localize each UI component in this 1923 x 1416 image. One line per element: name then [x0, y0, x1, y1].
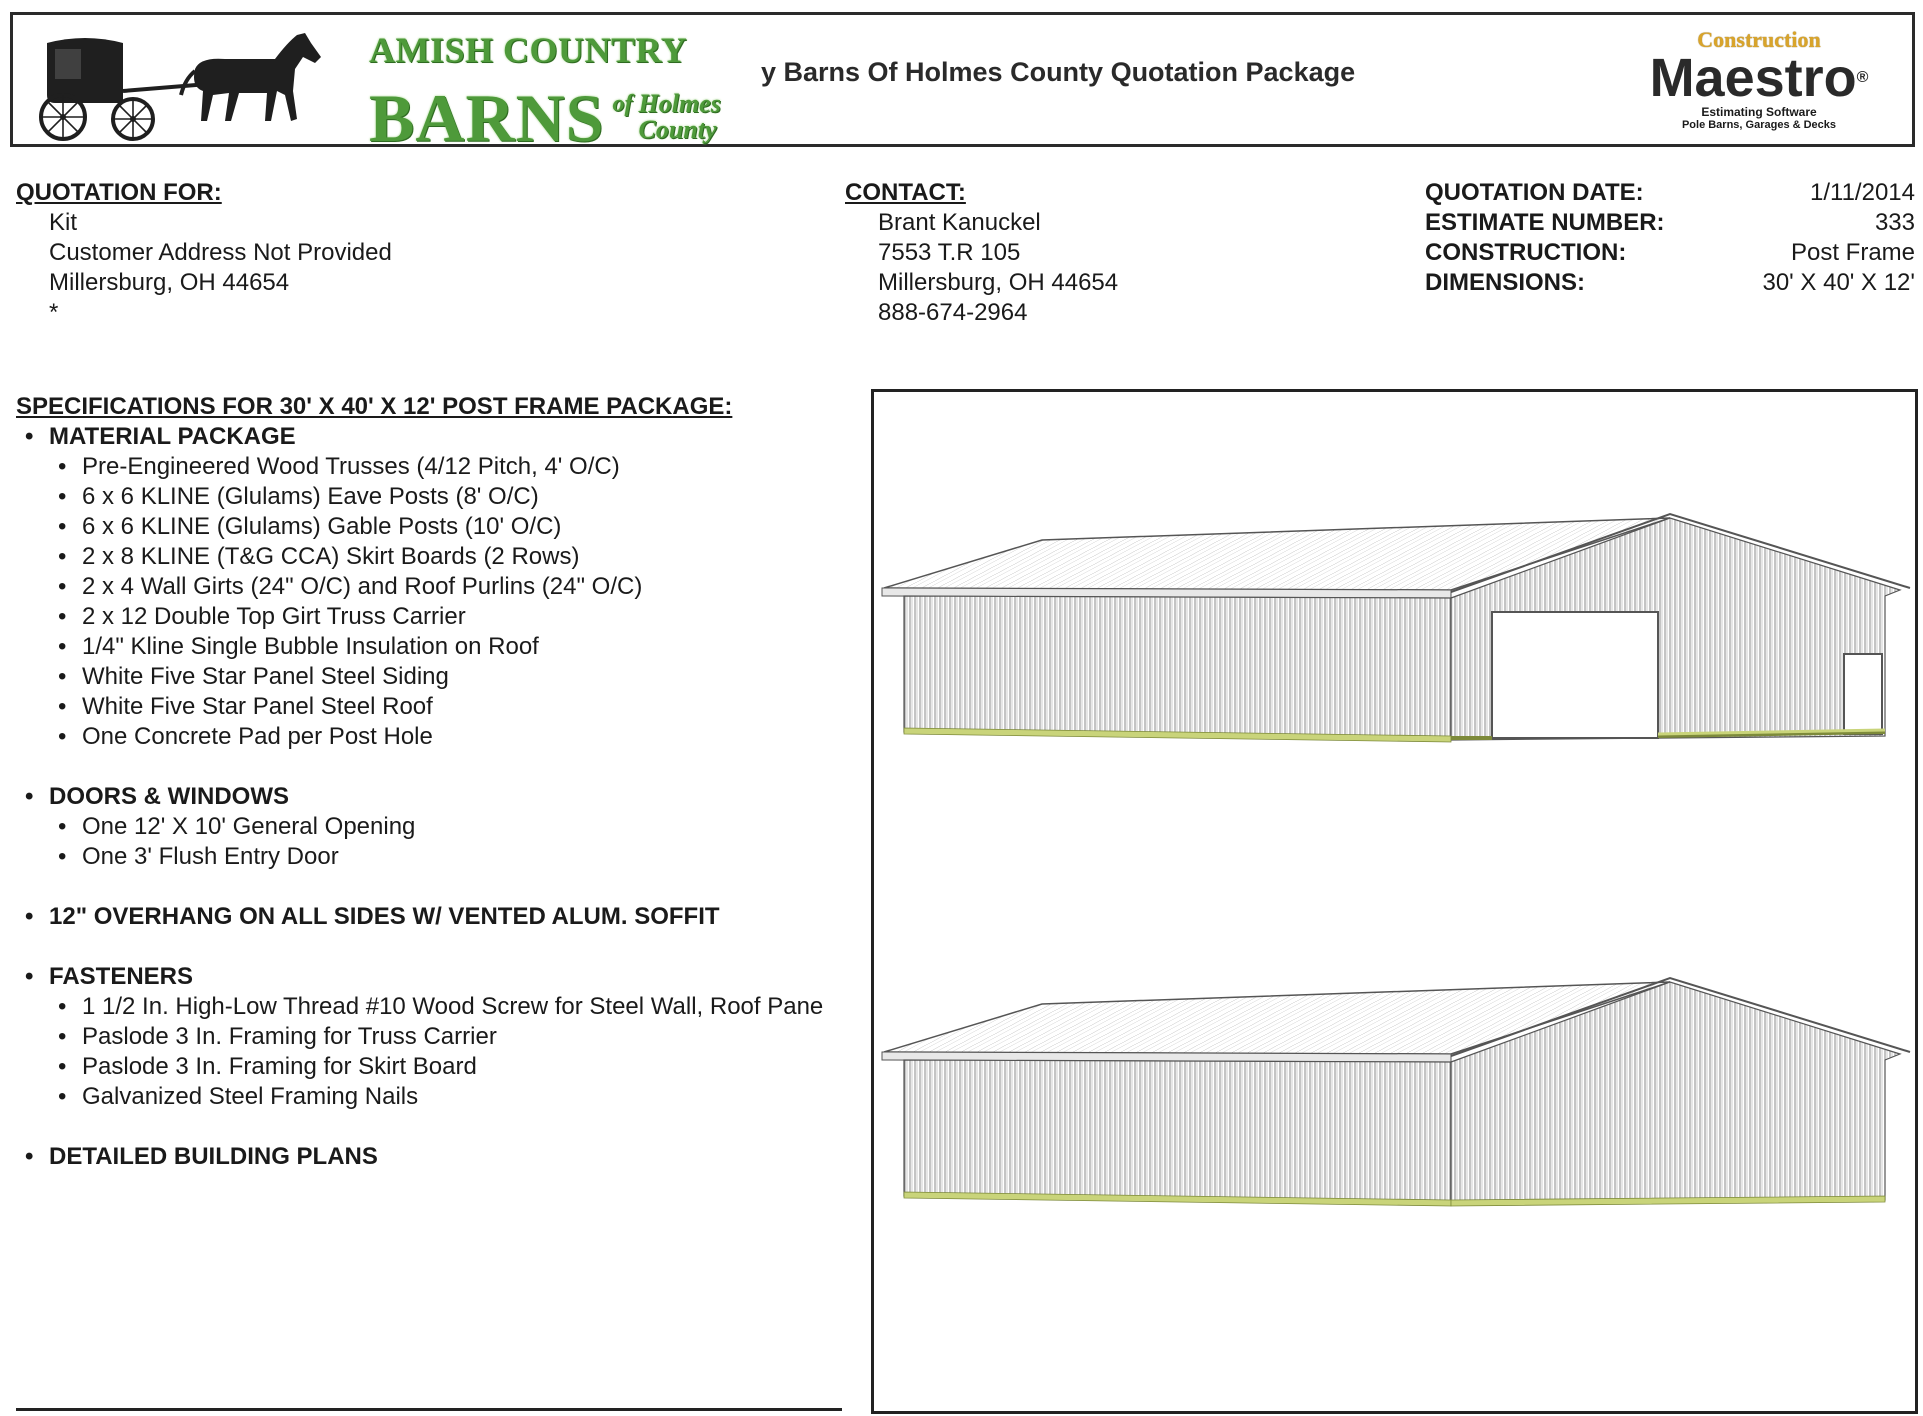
logo-line-amish-country: AMISH COUNTRY — [369, 30, 688, 70]
logo-holmes: Holmes — [638, 89, 721, 118]
spec-section-doors-windows — [16, 782, 846, 872]
brand-tagline: Pole Barns, Garages & Decks — [1681, 119, 1837, 131]
spec-item: • 6 x 6 KLINE (Glulams) Gable Posts (10' O/C) — [16, 512, 846, 542]
section-title: • MATERIAL PACKAGE — [16, 422, 846, 452]
meta-label: DIMENSIONS: — [1425, 269, 1586, 296]
spec-item: • 1 1/2 In. High-Low Thread #10 Wood Screw for Steel Wall, Roof Pane — [16, 992, 846, 1022]
logo-county: County — [638, 115, 717, 144]
meta-label: ESTIMATE NUMBER: — [1425, 209, 1665, 236]
header-banner — [10, 12, 1915, 156]
meta-label: QUOTATION DATE: — [1425, 179, 1644, 206]
spec-item: • One Concrete Pad per Post Hole — [16, 722, 846, 752]
logo-of: of — [612, 91, 633, 117]
meta-value: 30' X 40' X 12' — [1762, 269, 1915, 296]
spec-item: • 2 x 12 Double Top Girt Truss Carrier — [16, 602, 846, 632]
customer-line: Millersburg, OH 44654 — [49, 269, 290, 296]
contact-line: Brant Kanuckel — [878, 209, 1041, 236]
contact-phone: 888-674-2964 — [878, 299, 1028, 326]
spec-section-plans — [16, 1142, 846, 1172]
brand-subtitle: Estimating Software — [1701, 105, 1817, 119]
brand-registered: ® — [1856, 69, 1869, 86]
customer-line: * — [49, 299, 59, 326]
specifications — [16, 392, 846, 1172]
spec-item: • 6 x 6 KLINE (Glulams) Eave Posts (8' O/C) — [16, 482, 846, 512]
spec-item: • Paslode 3 In. Framing for Skirt Board — [16, 1052, 846, 1082]
spec-item: • 2 x 4 Wall Girts (24" O/C) and Roof Purlins (24" O/C) — [16, 572, 846, 602]
section-title: • DOORS & WINDOWS — [16, 782, 846, 812]
section-title: • DETAILED BUILDING PLANS — [16, 1142, 846, 1172]
document-title: y Barns Of Holmes County Quotation Package — [761, 57, 1356, 87]
contact-line: Millersburg, OH 44654 — [878, 269, 1119, 296]
customer-line: Customer Address Not Provided — [49, 239, 392, 266]
meta-value: Post Frame — [1790, 239, 1915, 266]
spec-section-material — [16, 422, 846, 752]
building-view-rear — [882, 978, 1910, 1206]
meta-row-construction — [1425, 238, 1915, 268]
meta-row-estimate — [1425, 208, 1915, 238]
meta-label: CONSTRUCTION: — [1425, 239, 1627, 266]
spec-item: • Galvanized Steel Framing Nails — [16, 1082, 846, 1112]
spec-item: • One 12' X 10' General Opening — [16, 812, 846, 842]
meta-row-date — [1425, 178, 1915, 208]
customer-line: Kit — [49, 209, 78, 236]
footer-rule — [16, 1408, 842, 1411]
brand-construction: Construction — [1697, 27, 1821, 52]
contact-block — [845, 178, 1118, 328]
company-logo — [369, 30, 721, 156]
maestro-logo — [1644, 29, 1874, 131]
meta-value: 333 — [1874, 209, 1915, 236]
contact-heading: CONTACT: — [845, 179, 966, 206]
buggy-horse-icon — [25, 29, 345, 141]
quote-meta-block — [1425, 178, 1915, 298]
spec-item: • White Five Star Panel Steel Roof — [16, 692, 846, 722]
section-title: • FASTENERS — [16, 962, 846, 992]
spec-item: • Paslode 3 In. Framing for Truss Carrier — [16, 1022, 846, 1052]
spec-section-overhang — [16, 902, 846, 932]
spec-item: • White Five Star Panel Steel Siding — [16, 662, 846, 692]
spec-item: • Pre-Engineered Wood Trusses (4/12 Pitch, 4' O/C) — [16, 452, 846, 482]
brand-name: Maestro — [1649, 48, 1857, 108]
spec-item: • 2 x 8 KLINE (T&G CCA) Skirt Boards (2 Rows) — [16, 542, 846, 572]
contact-line: 7553 T.R 105 — [878, 239, 1021, 266]
logo-barns: BARNS — [369, 80, 605, 156]
spec-item: • One 3' Flush Entry Door — [16, 842, 846, 872]
section-title: • 12" OVERHANG ON ALL SIDES W/ VENTED ALUM. SOFFIT — [16, 902, 846, 932]
quotation-for-block — [16, 178, 392, 328]
spec-section-fasteners — [16, 962, 846, 1112]
spec-item: • 1/4" Kline Single Bubble Insulation on Roof — [16, 632, 846, 662]
building-renderings — [874, 392, 1915, 1411]
building-drawing-frame — [871, 389, 1918, 1414]
building-view-front — [882, 514, 1910, 742]
quotation-for-heading: QUOTATION FOR: — [16, 179, 222, 206]
meta-row-dimensions — [1425, 268, 1915, 298]
meta-value: 1/11/2014 — [1810, 179, 1915, 206]
specifications-heading: SPECIFICATIONS FOR 30' X 40' X 12' POST FRAME PACKAGE: — [16, 393, 733, 420]
